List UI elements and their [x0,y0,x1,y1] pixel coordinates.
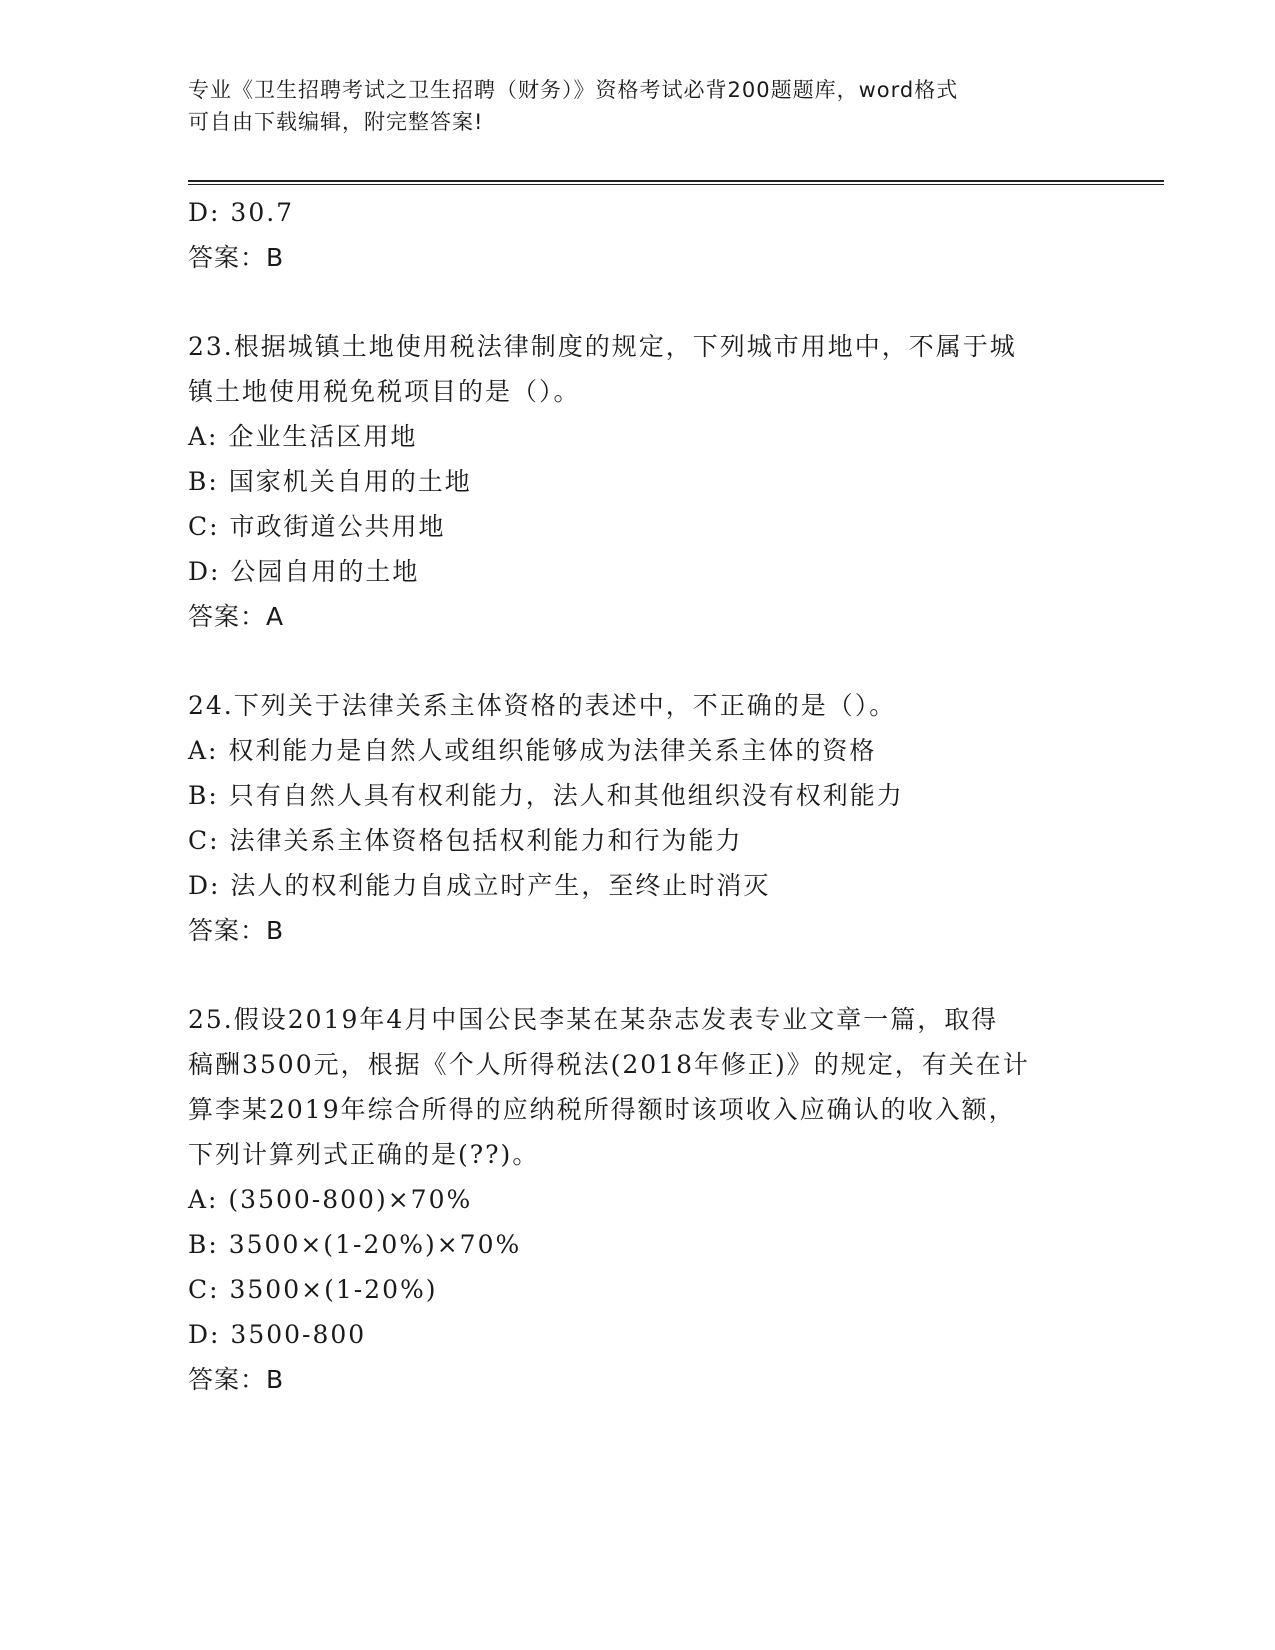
option-b: B: 只有自然人具有权利能力，法人和其他组织没有权利能力 [188,781,904,810]
prev-answer: 答案：B [188,243,285,272]
answer: 答案：B [188,1365,285,1394]
question-stem-line: 25.假设2019年4月中国公民李某在某杂志发表专业文章一篇，取得 [188,1005,999,1034]
question-stem-line: 24.下列关于法律关系主体资格的表述中，不正确的是（）。 [188,691,897,720]
header-title-line-2: 可自由下载编辑，附完整答案! [188,110,484,134]
option-a: A: (3500-800)×70% [188,1185,473,1214]
option-d: D: 公园自用的土地 [188,557,420,586]
option-c: C: 市政街道公共用地 [188,512,446,541]
document-header [188,74,1088,138]
option-b: B: 国家机关自用的土地 [188,467,472,496]
spacer [188,280,1088,324]
question-stem-line: 镇土地使用税免税项目的是（）。 [188,377,581,406]
option-b: B: 3500×(1-20%)×70% [188,1230,522,1259]
question-list [188,190,1088,1402]
spacer [188,953,1088,997]
answer: 答案：B [188,916,285,945]
question-stem-line: 23.根据城镇土地使用税法律制度的规定，下列城市用地中，不属于城 [188,332,1017,361]
answer: 答案：A [188,602,285,631]
header-divider [188,180,1164,185]
header-title-line-1: 专业《卫生招聘考试之卫生招聘（财务）》资格考试必背200题题库，word格式 [188,78,959,102]
prev-option-d: D: 30.7 [188,198,295,227]
question-stem-line: 下列计算列式正确的是(??)。 [188,1140,540,1169]
option-a: A: 企业生活区用地 [188,422,418,451]
option-d: D: 3500-800 [188,1320,367,1349]
option-a: A: 权利能力是自然人或组织能够成为法律关系主体的资格 [188,736,877,765]
question-23 [188,324,1088,639]
option-c: C: 3500×(1-20%) [188,1275,438,1304]
question-stem-line: 算李某2019年综合所得的应纳税所得额时该项收入应确认的收入额， [188,1095,1016,1124]
option-c: C: 法律关系主体资格包括权利能力和行为能力 [188,826,743,855]
question-stem-line: 稿酬3500元，根据《个人所得税法(2018年修正)》的规定，有关在计 [188,1050,1030,1079]
question-24 [188,683,1088,953]
spacer [188,639,1088,683]
question-25 [188,997,1088,1402]
option-d: D: 法人的权利能力自成立时产生，至终止时消灭 [188,871,771,900]
